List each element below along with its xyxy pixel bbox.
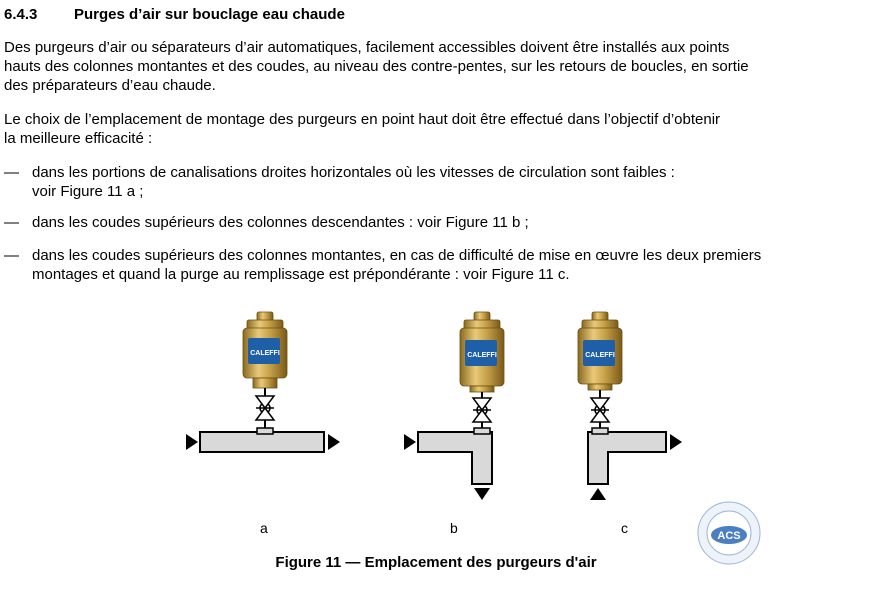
brand-label: CALEFFI <box>467 352 497 359</box>
air-purger-b <box>460 312 504 392</box>
paragraph-1 <box>4 38 864 95</box>
section-number: 6.4.3 <box>4 6 38 23</box>
bullet-dash: — <box>4 164 19 181</box>
figure-label-b: b <box>450 520 458 536</box>
bullet-line: dans les coudes supérieurs des colonnes montantes, en cas de difficulté de mise en œuvre les deux premiers <box>32 247 762 264</box>
air-purger-a <box>243 312 287 388</box>
valve-icon <box>591 390 609 432</box>
paragraph-line: hauts des colonnes montantes et des coudes, au niveau des contre-pentes, sur les retours de boucles, en sortie <box>4 58 749 75</box>
flow-arrow-icon <box>590 488 606 500</box>
pipe-horizontal-a <box>186 428 340 452</box>
flow-arrow-icon <box>404 434 416 450</box>
pipe-elbow-b <box>404 428 492 500</box>
valve-icon <box>473 392 491 432</box>
bullet-line: montages et quand la purge au remplissage est prépondérante : voir Figure 11 c. <box>32 266 570 283</box>
bullet-line: dans les portions de canalisations droites horizontales où les vitesses de circulation sont faibles : <box>32 164 675 181</box>
flow-arrow-icon <box>670 434 682 450</box>
brand-label: CALEFFI <box>250 350 280 357</box>
paragraph-line: Des purgeurs d’air ou séparateurs d’air automatiques, facilement accessibles doivent être installés aux points <box>4 39 730 56</box>
bullet-dash: — <box>4 214 19 231</box>
flow-arrow-icon <box>186 434 198 450</box>
air-purger-c <box>578 312 622 390</box>
pipe-elbow-c <box>588 428 682 500</box>
section-title: Purges d’air sur bouclage eau chaude <box>74 6 345 23</box>
figure-label-a: a <box>260 520 268 536</box>
paragraph-2 <box>4 110 864 148</box>
brand-label: CALEFFI <box>585 352 615 359</box>
bullet-line: dans les coudes supérieurs des colonnes descendantes : voir Figure 11 b ; <box>32 214 529 231</box>
paragraph-line: des préparateurs d’eau chaude. <box>4 77 216 94</box>
valve-icon <box>256 388 274 432</box>
paragraph-line: Le choix de l’emplacement de montage des purgeurs en point haut doit être effectué dans l’objectif d’obtenir <box>4 111 721 128</box>
figure-label-c: c <box>621 520 628 536</box>
figure-caption: Figure 11 — Emplacement des purgeurs d'air <box>275 554 597 571</box>
bullet-line: voir Figure 11 a ; <box>32 183 144 200</box>
flow-arrow-icon <box>474 488 490 500</box>
figure-11-diagram <box>0 300 872 520</box>
paragraph-line: la meilleure efficacité : <box>4 130 153 147</box>
flow-arrow-icon <box>328 434 340 450</box>
section-heading <box>4 6 345 23</box>
bullet-dash: — <box>4 247 19 264</box>
logo-text: ACS <box>717 530 741 542</box>
